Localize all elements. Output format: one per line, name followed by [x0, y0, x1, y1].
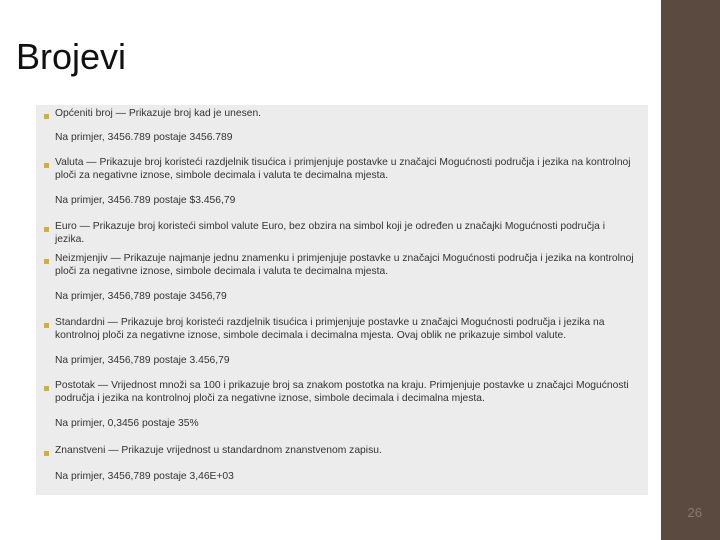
item-text: Općeniti broj — Prikazuje broj kad je unesen. [55, 108, 262, 119]
bullet-icon [44, 114, 49, 119]
item-example: Na primjer, 3456.789 postaje $3.456,79 [55, 195, 236, 206]
bullet-icon [44, 227, 49, 232]
page-number: 26 [687, 505, 702, 520]
item-text: Postotak — Vrijednost množi sa 100 i prikazuje broj sa znakom postotka na kraju. Primjenjuje postavke u značajci Mogućnosti područja i jezika na kontrolnoj ploči za negativne iznose, simbole decimala i decimalna mjesta. [55, 380, 629, 404]
item-text: Znanstveni — Prikazuje vrijednost u standardnom znanstvenom zapisu. [55, 445, 382, 456]
slide-sidebar [661, 0, 720, 540]
content-panel [36, 105, 648, 495]
item-example: Na primjer, 3456.789 postaje 3456.789 [55, 132, 233, 143]
item-example: Na primjer, 3456,789 postaje 3456,79 [55, 291, 227, 302]
bullet-icon [44, 163, 49, 168]
bullet-icon [44, 386, 49, 391]
item-text: Neizmjenjiv — Prikazuje najmanje jednu znamenku i primjenjuje postavke u značajci Mogućnosti područja i jezika na kontrolnoj ploči za negativne iznose, simbole decimala i valuta te decimalna mjesta. [55, 253, 634, 277]
item-text: Valuta — Prikazuje broj koristeći razdjelnik tisućica i primjenjuje postavke u značajci Mogućnosti područja i jezika na kontrolnoj ploči za negativne iznose, simbole decimala i valuta te decimalna mjesta. [55, 157, 631, 181]
bullet-icon [44, 451, 49, 456]
item-example: Na primjer, 0,3456 postaje 35% [55, 418, 199, 429]
item-text: Standardni — Prikazuje broj koristeći razdjelnik tisućica i primjenjuje postavke u značajci Mogućnosti područja i jezika na kontrolnoj ploči za negativne iznose, simbole decimala i decimalna mjesta. Ovaj oblik ne prikazuje simbol valute. [55, 317, 605, 341]
bullet-icon [44, 323, 49, 328]
item-example: Na primjer, 3456,789 postaje 3.456,79 [55, 355, 230, 366]
item-text: Euro — Prikazuje broj koristeći simbol valute Euro, bez obzira na simbol koji je određen u značajki Mogućnosti područja i jezika. [55, 221, 606, 245]
slide-title: Brojevi [16, 36, 127, 77]
bullet-icon [44, 259, 49, 264]
item-example: Na primjer, 3456,789 postaje 3,46E+03 [55, 471, 234, 482]
